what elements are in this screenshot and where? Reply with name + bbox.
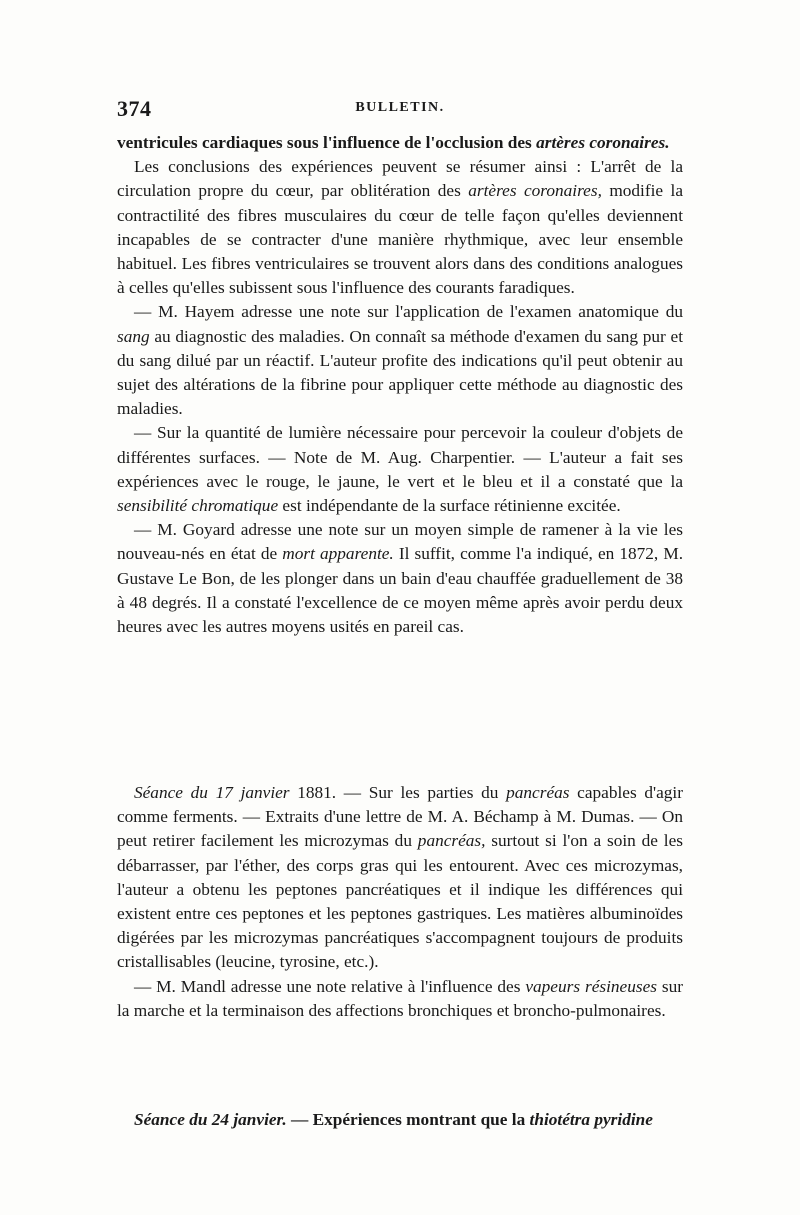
paragraph-coronary-occlusion: ventricules cardiaques sous l'influence de l'occlusion des artères coronaires. [117, 133, 670, 152]
paragraph-goyard: — M. Goyard adresse une note sur un moyen simple de ramener à la vie les nouveau-nés en état de mort apparente. Il suffit, comme l'a indiqué, en 1872, M. Gustave Le Bon, de les plonger dans un bain d'eau chauffée graduellement de 38 à 48 degrés. Il a constaté l'excellence de ce moyen même après avoir perdu deux heures avec les autres moyens usités en pareil cas. [117, 520, 684, 637]
text-block-seance-17-janvier [117, 781, 683, 1023]
running-head: BULLETIN. [355, 100, 445, 115]
page-header [117, 96, 683, 128]
text-block-seance-24-janvier [117, 1108, 683, 1132]
paragraph-hayem: — M. Hayem adresse une note sur l'application de l'examen anatomique du sang au diagnostic des maladies. On connaît sa méthode d'examen du sang pur et du sang dilué par un réactif. L'auteur profite des indications qu'il peut obtenir au sujet des altérations de la fibrine pour appliquer cette méthode au diagnostic des maladies. [117, 302, 683, 419]
paragraph-bechamp: Séance du 17 janvier 1881. — Sur les parties du pancréas capables d'agir comme ferments. — Extraits d'une lettre de M. A. Béchamp à M. Dumas. — On peut retirer facilement les microzymas du pancréas, surtout si l'on a soin de les débarrasser, par l'éther, des corps gras qui les entourent. Avec ces microzymas, l'auteur a obtenu les peptones pancréatiques et il indique les différences qui existent entre ces peptones et les peptones gastriques. Les matières albuminoïdes digérées par les microzymas pancréatiques s'accompagnent toujours de produits cristallisables (leucine, tyrosine, etc.). [117, 783, 683, 972]
paragraph-seance-24-janvier: Séance du 24 janvier. — Expériences montrant que la thiotétra pyridine [134, 1110, 653, 1129]
text-block-upper [117, 131, 683, 639]
paragraph-charpentier: — Sur la quantité de lumière nécessaire pour percevoir la couleur d'objets de différentes surfaces. — Note de M. Aug. Charpentier. — L'auteur a fait ses expériences avec le rouge, le jaune, le vert et le bleu et il a constaté que la sensibilité chromatique est indépendante de la surface rétinienne excitée. [117, 423, 683, 516]
paragraph-mandl: — M. Mandl adresse une note relative à l'influence des vapeurs résineuses sur la marche et la terminaison des affections bronchiques et broncho-pulmonaires. [117, 976, 683, 1020]
page-number: 374 [117, 96, 152, 121]
paragraph-conclusions: Les conclusions des expériences peuvent se résumer ainsi : L'arrêt de la circulation propre du cœur, par oblitération des artères coronaires, modifie la contractilité des fibres musculaires du cœur de telle façon qu'elles deviennent incapables de se contracter d'une manière rhythmique, avec leur ensemble habituel. Les fibres ventriculaires se trouvent alors dans des conditions analogues à celles qu'elles subissent sous l'influence des courants faradiques. [117, 157, 683, 298]
